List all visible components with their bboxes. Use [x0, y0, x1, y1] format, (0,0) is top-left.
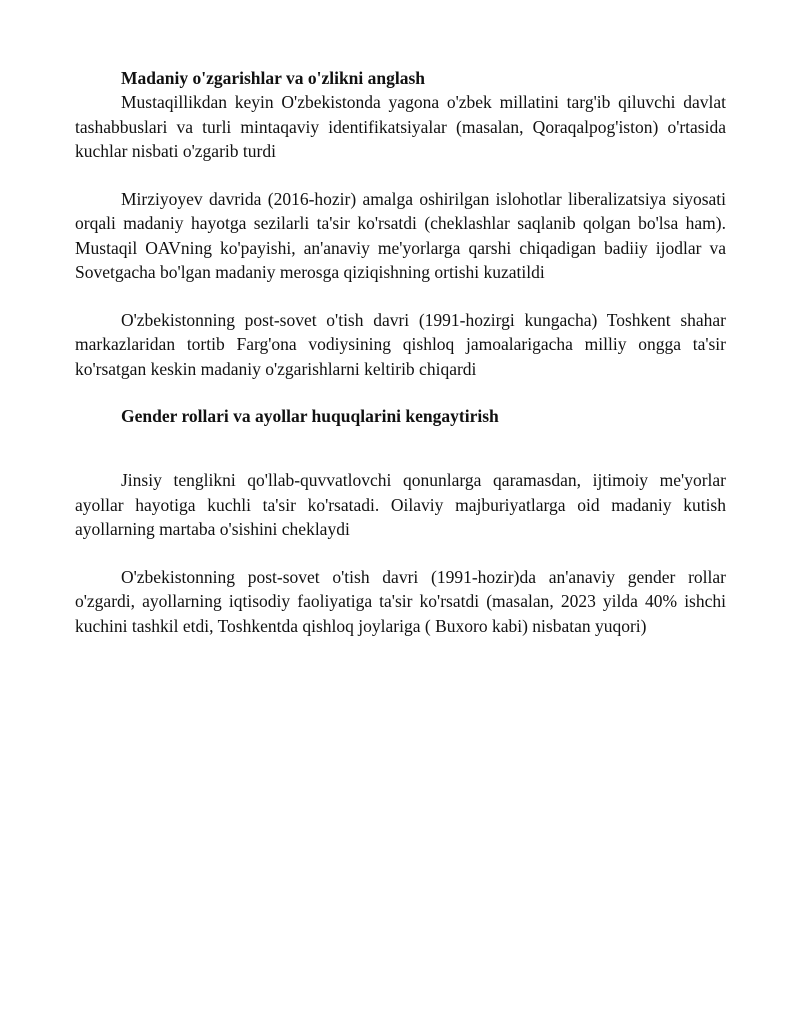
document-page [75, 66, 726, 638]
paragraph-mirziyoyev-reforms: Mirziyoyev davrida (2016-hozir) amalga oshirilgan islohotlar liberalizatsiya siyosati orqali madaniy hayotga sezilarli ta'sir ko'rsatdi (cheklashlar saqlanib qolgan bo'lsa ham). Mustaqil OAVning ko'payishi, an'anaviy me'yorlarga qarshi chiqadigan badiiy ijodlar va Sovetgacha bo'lgan madaniy merosga qiziqishning ortishi kuzatildi [75, 188, 726, 282]
paragraph-post-soviet-transition: O'zbekistonning post-sovet o'tish davri (1991-hozirgi kungacha) Toshkent shahar markazlaridan tortib Farg'ona vodiysining qishloq jamoalarigacha milliy ongga ta'sir ko'rsatgan keskin madaniy o'zgarishlarni keltirib chiqardi [75, 309, 726, 379]
paragraph-gender-equality-norms: Jinsiy tenglikni qo'llab-quvvatlovchi qonunlarga qaramasdan, ijtimoiy me'yorlar ayollar hayotiga kuchli ta'sir ko'rsatadi. Oilaviy majburiyatlarga oid madaniy kutish ayollarning martaba o'sishini cheklaydi [75, 470, 726, 539]
paragraph-gender-roles-transition: O'zbekistonning post-sovet o'tish davri (1991-hozir)da an'anaviy gender rollar o'zgardi, ayollarning iqtisodiy faoliyatiga ta'sir ko'rsatdi (masalan, 2023 yilda 40% ishchi kuchini tashkil etdi, Toshkentda qishloq joylariga ( Buxoro kabi) nisbatan yuqori) [75, 566, 726, 636]
section-heading-gender-roles: Gender rollari va ayollar huquqlarini kengaytirish [121, 406, 499, 426]
paragraph-independence-identity: Mustaqillikdan keyin O'zbekistonda yagona o'zbek millatini targ'ib qiluvchi davlat tashabbuslari va turli mintaqaviy identifikatsiyalar (masalan, Qoraqalpog'iston) o'rtasida kuchlar nisbati o'zgarib turdi [75, 92, 726, 161]
section-heading-cultural-changes: Madaniy o'zgarishlar va o'zlikni anglash [121, 68, 426, 88]
